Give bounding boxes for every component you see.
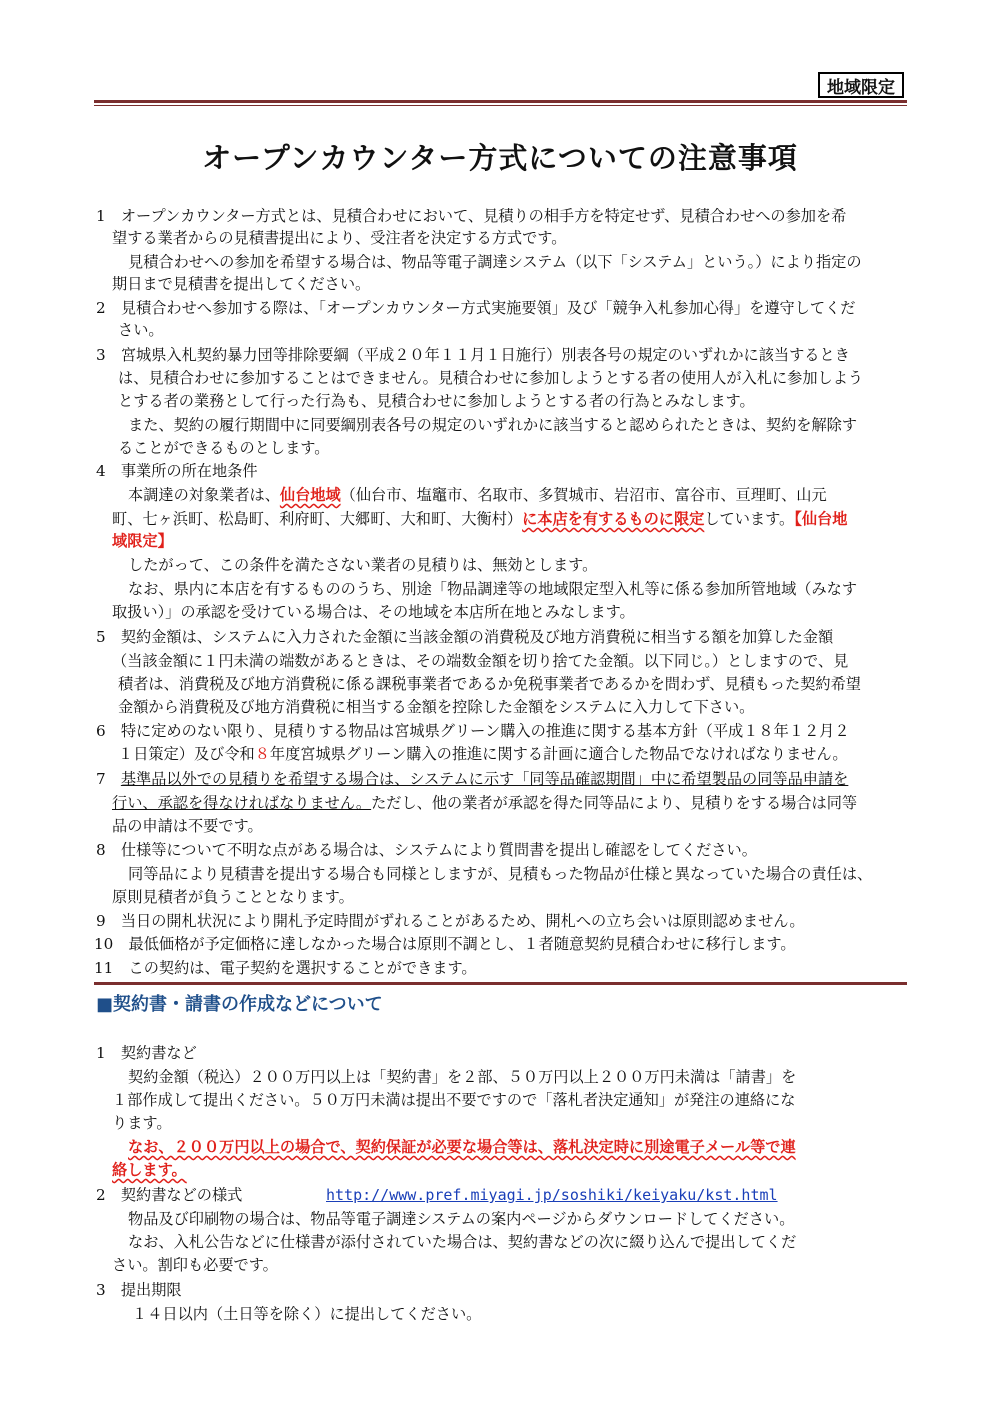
top-rule-thin [94,105,907,106]
notice-3-line: とする者の業務として行った行為も、見積合わせに参加しようとする者の行為とみなします。 [118,392,755,410]
contract-forms-link[interactable]: http://www.pref.miyagi.jp/soshiki/keiyaku/kst.html [326,1186,778,1204]
text: 7 [96,770,121,788]
notice-5-line: 5 契約金額は、システムに入力された金額に当該金額の消費税及び地方消費税に相当する額を加算した金額 [96,628,834,646]
notice-9-line: 9 当日の開札状況により開札予定時間がずれることがあるため、開札への立ち会いは原則認めません。 [96,912,805,930]
notice-10-line: 10 最低価格が予定価格に達しなかった場合は原則不調とし、１者随意契約見積合わせに移行します。 [94,935,796,953]
notice-4-line: したがって、この条件を満たさない業者の見積りは、無効とします。 [128,556,598,574]
notice-5-line: （当該金額に１円未満の端数があるときは、その端数金額を切り捨てた金額。以下同じ。）としますので、見 [112,652,849,670]
text: 町、七ヶ浜町、松島町、利府町、大郷町、大和町、大衡村） [112,510,523,528]
notice-1-line: 1 オープンカウンター方式とは、見積合わせにおいて、見積りの相手方を特定せず、見積合わせへの参加を希 [96,207,847,225]
notice-3-line: ることができるものとします。 [118,439,330,457]
notice-7-line: 品の申請は不要です。 [112,817,263,835]
notice-3-line: また、契約の履行期間中に同要綱別表各号の規定のいずれかに該当すると認められたときは、契約を解除す [128,416,857,434]
notice-8-line: 同等品により見積書を提出する場合も同様としますが、見積もった物品が仕様と異なっていた場合の責任は、 [128,865,873,883]
notice-3-line: 3 宮城県入札契約暴力団等排除要綱（平成２０年１１月１日施行）別表各号の規定のいずれかに該当するとき [96,346,850,364]
notice-1-line: 望する業者からの見積書提出により、受注者を決定する方式です。 [112,229,567,247]
contract-item-1-line: ります。 [112,1114,172,1132]
text: しています。 [704,510,795,528]
notice-5-line: 積者は、消費税及び地方消費税に係る課税事業者であるか免税事業者であるかを問わず、見積もった契約希望 [118,675,861,693]
region-limited-badge: 地域限定 [818,72,904,98]
notice-7-line [96,768,848,790]
notice-4-line: 4 事業所の所在地条件 [96,462,258,480]
text: （仙台市、塩竈市、名取市、多賀城市、岩沼市、富谷市、亘理町、山元 [340,486,827,504]
notice-6-line [118,743,848,765]
notice-8-line: 8 仕様等について不明な点がある場合は、システムにより質問書を提出し確認をしてください。 [96,841,757,859]
notice-4-line: 取扱い）」の承認を受けている場合は、その地域を本店所在地とみなします。 [112,603,635,621]
notice-8-line: 原則見積者が負うこととなります。 [112,888,354,906]
sendai-limited-label: 域限定】 [112,532,173,550]
sendai-region-highlight: 仙台地域 [279,486,341,504]
contract-item-1: 1 契約書など [96,1044,197,1062]
notice-7-line [112,792,857,814]
text: 本調達の対象業者は、 [128,486,280,504]
notice-1-line: 期日まで見積書を提出してください。 [112,275,371,293]
contract-item-3-line: １４日以内（土日等を除く）に提出してください。 [132,1305,482,1323]
contract-guarantee-notice: なお、２００万円以上の場合で、契約保証が必要な場合等は、落札決定時に別途電子メール等で連 [128,1138,796,1156]
page-title: オープンカウンター方式についての注意事項 [202,141,798,175]
contract-item-1-line: 契約金額（税込）２００万円以上は「契約書」を２部、５０万円以上２００万円未満は「請書」を [128,1068,797,1086]
contract-item-1-line: １部作成して提出ください。５０万円未満は提出不要ですので「落札者決定通知」が発注の連絡にな [112,1091,796,1109]
notice-1-line: 見積合わせへの参加を希望する場合は、物品等電子調達システム（以下「システム」という。）により指定の [128,253,862,271]
section-heading: ■契約書・請書の作成などについて [96,994,383,1015]
notice-2-line: さい。 [118,321,164,339]
notice-4-line: なお、県内に本店を有するもののうち、別途「物品調達等の地域限定型入札等に係る参加所管地域（みなす [128,580,857,598]
sendai-limited-label: 【仙台地 [794,510,848,528]
notice-4-line [112,508,847,530]
contract-item-2: 2 契約書などの様式 [96,1186,243,1204]
notice-11-line: 11 この契約は、電子契約を選択することができます。 [94,959,477,977]
notice-5-line: 金額から消費税及び地方消費税に相当する金額を控除した金額をシステムに入力して下さい。 [118,698,755,716]
fiscal-year-highlight: ８ [254,745,270,763]
contract-item-3: 3 提出期限 [96,1281,182,1299]
notice-6-line: 6 特に定めのない限り、見積りする物品は宮城県グリーン購入の推進に関する基本方針（平成１８年１２月２ [96,722,850,740]
equivalent-application-underlined: 行い、承認を得なければなりません。 [112,794,372,812]
text: ただし、他の業者が承認を得た同等品により、見積りをする場合は同等 [371,794,858,812]
notice-2-line: 2 見積合わせへ参加する際は、「オープンカウンター方式実施要領」及び「競争入札参加心得」を遵守してくだ [96,299,856,317]
notice-4-line [128,484,827,506]
top-rule [94,100,907,103]
text: 年度宮城県グリーン購入の推進に関する計画に適合した物品でなければなりません。 [269,745,848,763]
section-rule [94,982,907,985]
text: １日策定）及び令和 [118,745,255,763]
contract-item-2-line: 物品及び印刷物の場合は、物品等電子調達システムの案内ページからダウンロードしてください。 [128,1210,795,1228]
equivalent-application-underlined: 基準品以外での見積りを希望する場合は、システムに示す「同等品確認期間」中に希望製品の同等品申請を [120,770,849,788]
notice-3-line: は、見積合わせに参加することはできません。見積合わせに参加しようとする者の使用人が入札に参加しよう [118,369,864,387]
head-office-limited-highlight: に本店を有するものに限定 [522,510,705,528]
contract-item-2-line: さい。割印も必要です。 [112,1256,278,1274]
contract-guarantee-notice: 絡します。 [112,1161,187,1179]
contract-item-2-line: なお、入札公告などに仕様書が添付されていた場合は、契約書などの次に綴り込んで提出してくだ [128,1233,797,1251]
